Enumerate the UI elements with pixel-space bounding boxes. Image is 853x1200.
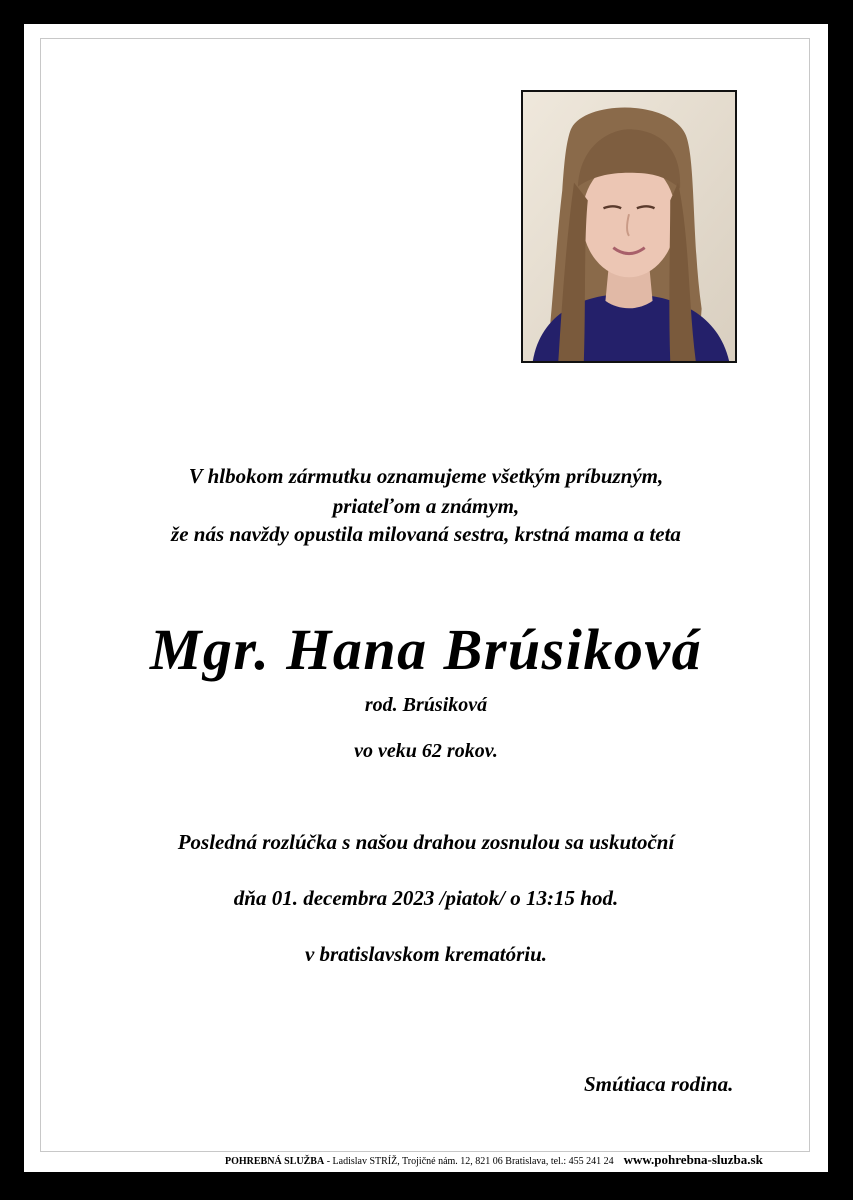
portrait-illustration xyxy=(523,92,735,361)
deceased-name: Mgr. Hana Brúsiková xyxy=(149,617,703,682)
signature: Smútiaca rodina. xyxy=(584,1072,734,1096)
age-line: vo veku 62 rokov. xyxy=(354,740,498,762)
maiden-name: rod. Brúsiková xyxy=(364,694,488,716)
footer-details: - Ladislav STRÍŽ, Trojičné nám. 12, 821 06 Bratislava, tel.: 455 241 24 xyxy=(324,1156,614,1167)
ceremony-line-1: Posledná rozlúčka s našou drahou zosnulou sa uskutoční xyxy=(177,830,675,854)
footer xyxy=(225,1152,763,1168)
intro-line-2: priateľom a známym, xyxy=(332,494,520,518)
obituary-sheet xyxy=(24,24,828,1172)
portrait-photo xyxy=(521,90,737,363)
footer-company: POHREBNÁ SLUŽBA xyxy=(225,1156,325,1167)
intro-line-3: že nás navždy opustila milovaná sestra, krstná mama a teta xyxy=(171,522,681,546)
ceremony-line-3: v bratislavskom krematóriu. xyxy=(304,942,548,966)
ceremony-line-2: dňa 01. decembra 2023 /piatok/ o 13:15 hod. xyxy=(233,886,619,910)
intro-line-1: V hlbokom zármutku oznamujeme všetkým príbuzným, xyxy=(188,464,664,488)
footer-website[interactable]: www.pohrebna-sluzba.sk xyxy=(623,1152,763,1167)
